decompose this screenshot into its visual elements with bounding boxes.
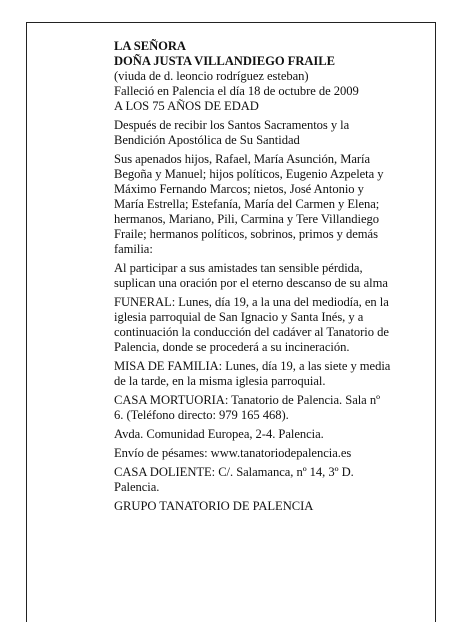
paragraph-line: Al participar a sus amistades tan sensible pérdida, [114,261,363,275]
paragraph-line: Palencia, donde se procederá a su incineración. [114,340,350,354]
funeral-paragraph [114,295,424,355]
paragraph-line: Palencia. [114,480,160,494]
paragraph-line: Máximo Fernando Marcos; nietos, José Antonio y [114,182,364,196]
paragraph-line: Fraile; hermanos políticos, sobrinos, primos y demás [114,227,378,241]
condolences-paragraph [114,446,424,461]
paragraph-line: Después de recibir los Santos Sacramentos y la [114,118,350,132]
death-date-line: Falleció en Palencia el día 18 de octubre de 2009 [114,84,359,98]
paragraph-line: Begoña y Manuel; hijos políticos, Eugenio Azpeleta y [114,167,384,181]
paragraph-line: Avda. Comunidad Europea, 2-4. Palencia. [114,427,324,441]
paragraph-line: de la tarde, en la misma iglesia parroquial. [114,374,326,388]
address-paragraph [114,427,424,442]
grieving-house-paragraph [114,465,424,495]
footer-paragraph [114,499,424,514]
paragraph-line: familia: [114,242,153,256]
deceased-name: DOÑA JUSTA VILLANDIEGO FRAILE [114,54,335,68]
obituary-notice [114,39,424,514]
funeral-home-name: GRUPO TANATORIO DE PALENCIA [114,499,314,513]
paragraph-line: 6. (Teléfono directo: 979 165 468). [114,408,289,422]
paragraph-line: continuación la conducción del cadáver al Tanatorio de [114,325,389,339]
family-paragraph [114,152,424,257]
paragraph-line: MISA DE FAMILIA: Lunes, día 19, a las siete y media [114,359,391,373]
notice-header: LA SEÑORA [114,39,186,53]
family-mass-paragraph [114,359,424,389]
paragraph-line: suplican una oración por el eterno descanso de su alma [114,276,388,290]
sacraments-paragraph [114,118,424,148]
paragraph-line: CASA MORTUORIA: Tanatorio de Palencia. Sala nº [114,393,380,407]
paragraph-line: hermanos, Mariano, Pili, Carmina y Tere Villandiego [114,212,380,226]
paragraph-line: iglesia parroquial de San Ignacio y Santa Inés, y a [114,310,364,324]
paragraph-line: Bendición Apostólica de Su Santidad [114,133,300,147]
paragraph-line: María Estrella; Estefanía, María del Carmen y Elena; [114,197,380,211]
age-line: A LOS 75 AÑOS DE EDAD [114,99,259,113]
mortuary-paragraph [114,393,424,423]
widow-of-line: (viuda de d. leoncio rodríguez esteban) [114,69,309,83]
paragraph-line: FUNERAL: Lunes, día 19, a la una del mediodía, en la [114,295,389,309]
paragraph-line: Sus apenados hijos, Rafael, María Asunción, María [114,152,371,166]
paragraph-line: Envío de pésames: www.tanatoriodepalencia.es [114,446,352,460]
request-paragraph [114,261,424,291]
paragraph-line: CASA DOLIENTE: C/. Salamanca, nº 14, 3º D. [114,465,354,479]
